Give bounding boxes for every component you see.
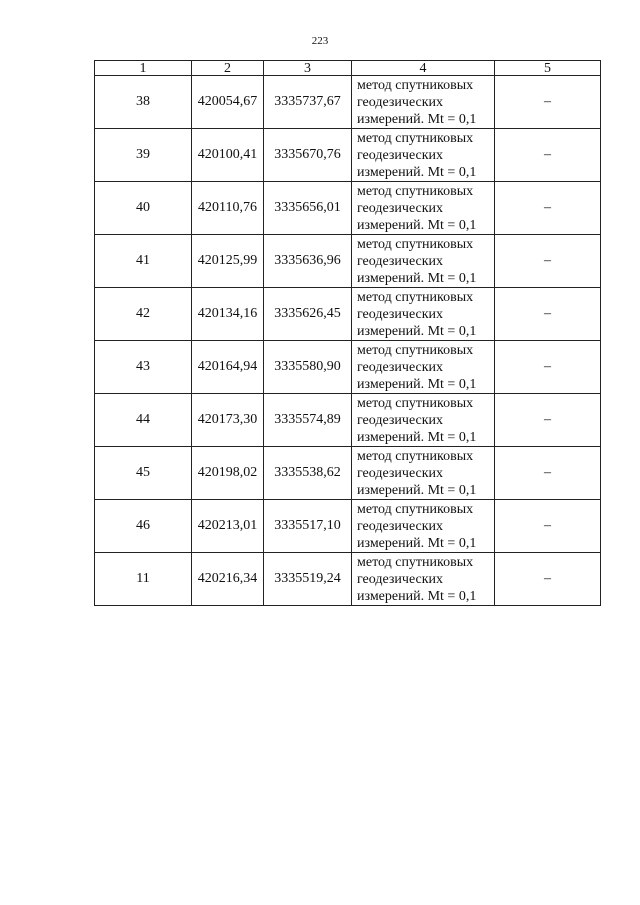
note-cell: – <box>495 394 601 447</box>
method-cell <box>352 76 495 129</box>
table-row <box>95 447 601 500</box>
point-number-cell: 45 <box>95 447 192 500</box>
method-text-line: измерений. Mt = 0,1 <box>357 376 477 392</box>
point-number-cell: 44 <box>95 394 192 447</box>
y-coordinate-cell: 3335636,96 <box>264 235 352 288</box>
method-text-line: геодезических <box>357 359 444 375</box>
method-text-line: метод спутниковых <box>357 342 474 358</box>
note-cell: – <box>495 553 601 606</box>
method-text-line: метод спутниковых <box>357 130 474 146</box>
y-coordinate-cell: 3335656,01 <box>264 182 352 235</box>
table-row <box>95 553 601 606</box>
page-number: 223 <box>311 35 329 47</box>
method-cell <box>352 182 495 235</box>
method-text-line: геодезических <box>357 147 444 163</box>
table-row <box>95 394 601 447</box>
x-coordinate-cell: 420110,76 <box>192 182 264 235</box>
x-coordinate-cell: 420100,41 <box>192 129 264 182</box>
y-coordinate-cell: 3335580,90 <box>264 341 352 394</box>
y-coordinate-cell: 3335626,45 <box>264 288 352 341</box>
note-cell: – <box>495 129 601 182</box>
method-text-line: геодезических <box>357 412 444 428</box>
note-cell: – <box>495 288 601 341</box>
point-number-cell: 40 <box>95 182 192 235</box>
y-coordinate-cell: 3335574,89 <box>264 394 352 447</box>
x-coordinate-cell: 420216,34 <box>192 553 264 606</box>
x-coordinate-cell: 420134,16 <box>192 288 264 341</box>
method-text-line: метод спутниковых <box>357 448 474 464</box>
method-text-line: измерений. Mt = 0,1 <box>357 482 477 498</box>
table-row <box>95 288 601 341</box>
method-text-line: измерений. Mt = 0,1 <box>357 588 477 604</box>
method-text-line: измерений. Mt = 0,1 <box>357 164 477 180</box>
method-text-line: геодезических <box>357 94 444 110</box>
method-text-line: метод спутниковых <box>357 501 474 517</box>
method-text-line: измерений. Mt = 0,1 <box>357 429 477 445</box>
method-text-line: измерений. Mt = 0,1 <box>357 270 477 286</box>
point-number-cell: 11 <box>95 553 192 606</box>
method-text-line: измерений. Mt = 0,1 <box>357 323 477 339</box>
method-cell <box>352 341 495 394</box>
table-row <box>95 76 601 129</box>
method-text-line: геодезических <box>357 571 444 587</box>
method-text-line: метод спутниковых <box>357 183 474 199</box>
point-number-cell: 43 <box>95 341 192 394</box>
point-number-cell: 38 <box>95 76 192 129</box>
x-coordinate-cell: 420125,99 <box>192 235 264 288</box>
method-text-line: измерений. Mt = 0,1 <box>357 111 477 127</box>
y-coordinate-cell: 3335670,76 <box>264 129 352 182</box>
method-cell <box>352 288 495 341</box>
method-cell <box>352 500 495 553</box>
method-text-line: геодезических <box>357 518 444 534</box>
column-header-5: 5 <box>495 61 601 76</box>
y-coordinate-cell: 3335519,24 <box>264 553 352 606</box>
table-row <box>95 129 601 182</box>
note-cell: – <box>495 76 601 129</box>
method-text-line: метод спутниковых <box>357 236 474 252</box>
method-cell <box>352 129 495 182</box>
method-cell <box>352 553 495 606</box>
method-text-line: измерений. Mt = 0,1 <box>357 535 477 551</box>
table-row <box>95 341 601 394</box>
method-text-line: измерений. Mt = 0,1 <box>357 217 477 233</box>
table-header-row <box>95 61 601 76</box>
method-cell <box>352 394 495 447</box>
column-header-2: 2 <box>192 61 264 76</box>
method-cell <box>352 447 495 500</box>
y-coordinate-cell: 3335737,67 <box>264 76 352 129</box>
method-text-line: геодезических <box>357 253 444 269</box>
y-coordinate-cell: 3335538,62 <box>264 447 352 500</box>
table-body <box>95 76 601 606</box>
method-text-line: метод спутниковых <box>357 289 474 305</box>
y-coordinate-cell: 3335517,10 <box>264 500 352 553</box>
note-cell: – <box>495 500 601 553</box>
note-cell: – <box>495 447 601 500</box>
note-cell: – <box>495 341 601 394</box>
method-text-line: геодезических <box>357 306 444 322</box>
note-cell: – <box>495 235 601 288</box>
point-number-cell: 41 <box>95 235 192 288</box>
x-coordinate-cell: 420173,30 <box>192 394 264 447</box>
coordinates-table <box>94 60 601 606</box>
x-coordinate-cell: 420054,67 <box>192 76 264 129</box>
column-header-4: 4 <box>352 61 495 76</box>
method-text-line: метод спутниковых <box>357 77 474 93</box>
method-text-line: метод спутниковых <box>357 554 474 570</box>
method-text-line: метод спутниковых <box>357 395 474 411</box>
x-coordinate-cell: 420213,01 <box>192 500 264 553</box>
point-number-cell: 46 <box>95 500 192 553</box>
table-row <box>95 500 601 553</box>
table-row <box>95 182 601 235</box>
column-header-3: 3 <box>264 61 352 76</box>
table-row <box>95 235 601 288</box>
method-text-line: геодезических <box>357 465 444 481</box>
point-number-cell: 39 <box>95 129 192 182</box>
x-coordinate-cell: 420164,94 <box>192 341 264 394</box>
point-number-cell: 42 <box>95 288 192 341</box>
method-cell <box>352 235 495 288</box>
x-coordinate-cell: 420198,02 <box>192 447 264 500</box>
method-text-line: геодезических <box>357 200 444 216</box>
column-header-1: 1 <box>95 61 192 76</box>
note-cell: – <box>495 182 601 235</box>
